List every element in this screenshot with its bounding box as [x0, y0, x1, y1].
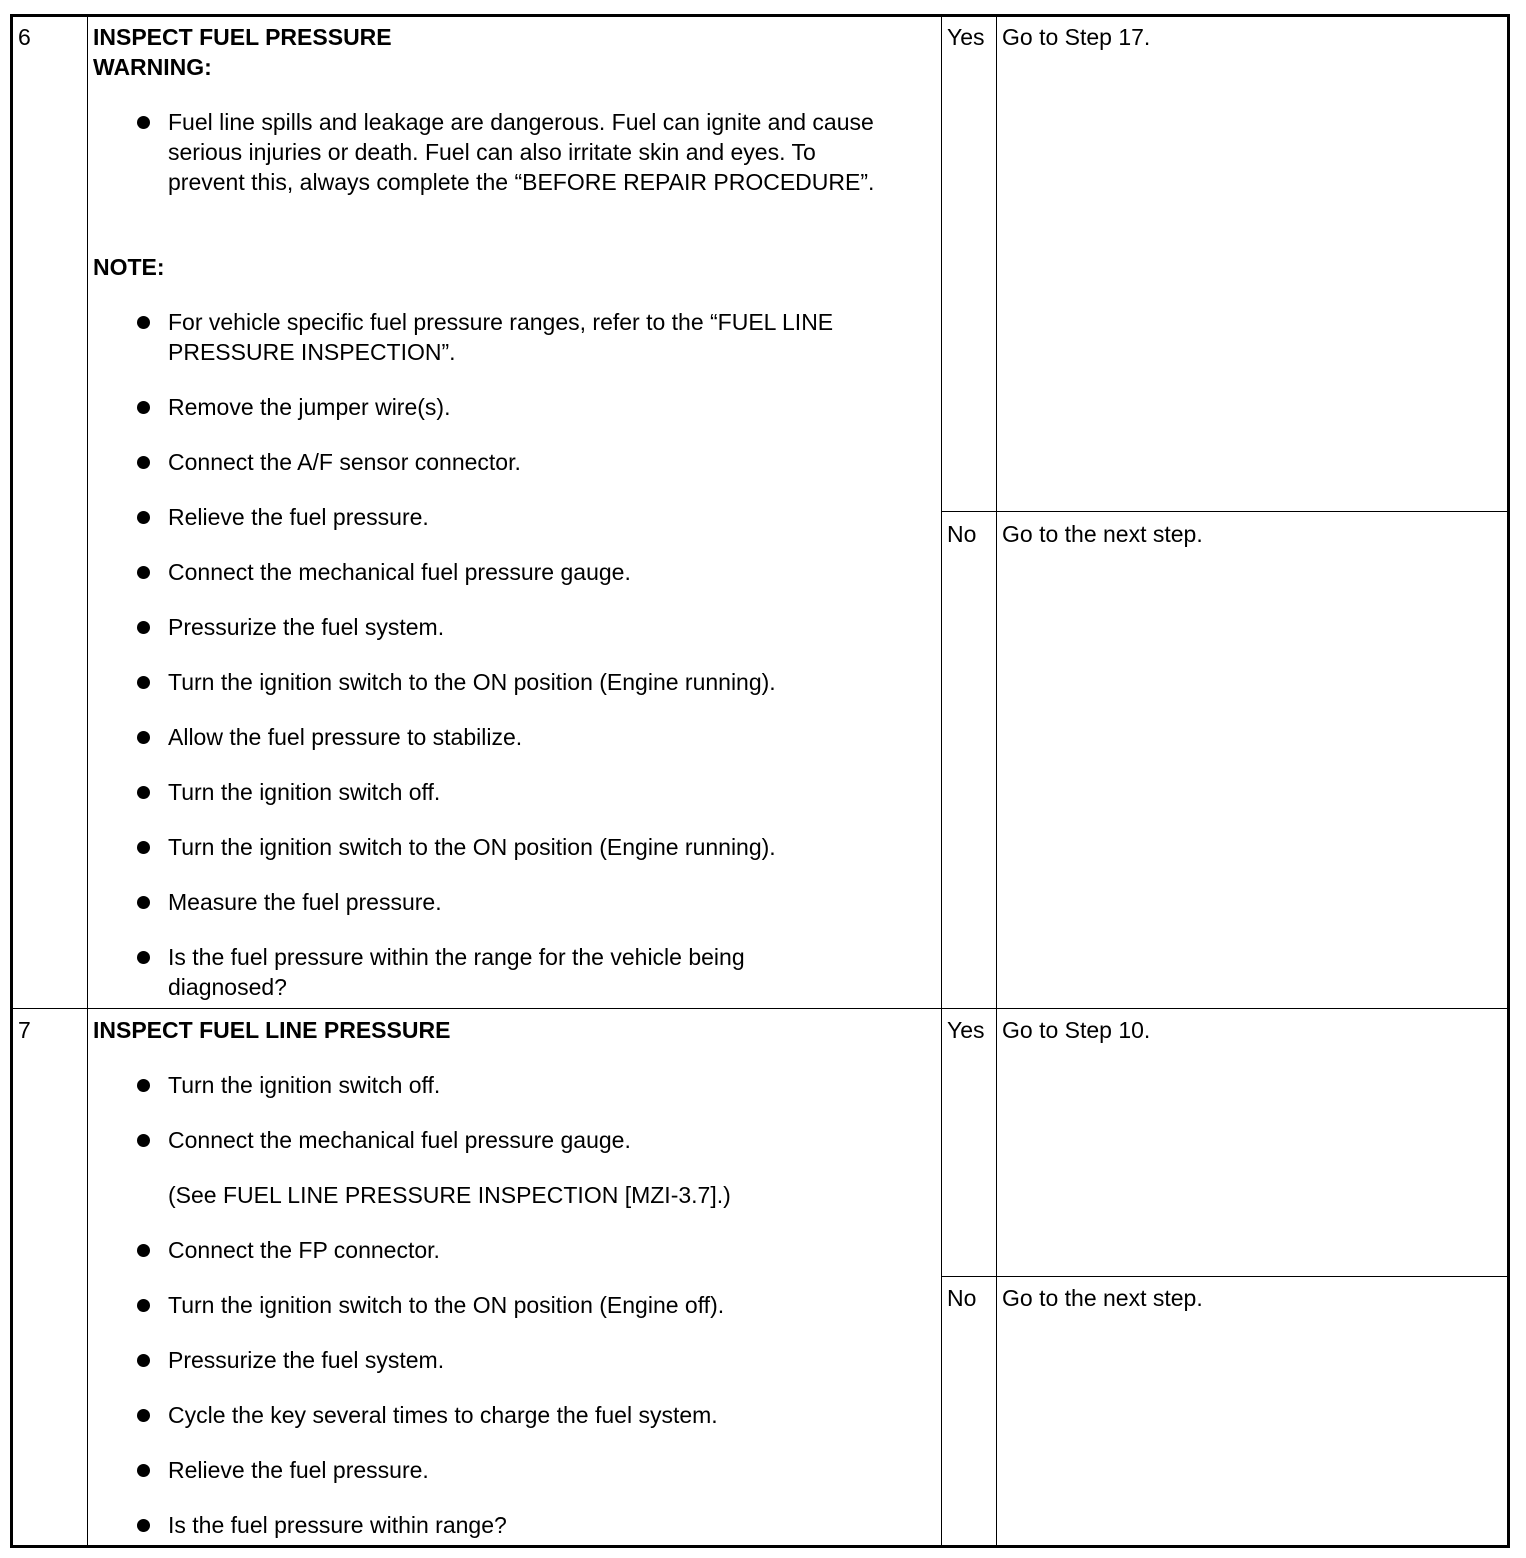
- yes-no-divider-row6: [941, 511, 1507, 512]
- list-item: Relieve the fuel pressure.: [168, 504, 429, 530]
- bullet-icon: [137, 1354, 150, 1367]
- bullet-icon: [137, 1409, 150, 1422]
- column-divider-action: [941, 17, 942, 1545]
- row-divider: [13, 1008, 1507, 1009]
- bullet-icon: [137, 566, 150, 579]
- yes-action: Go to Step 17.: [1002, 24, 1151, 50]
- list-item: Remove the jumper wire(s).: [168, 394, 451, 420]
- list-item: Turn the ignition switch to the ON position (Engine running).: [168, 834, 776, 860]
- bullet-icon: [137, 621, 150, 634]
- list-item: Turn the ignition switch to the ON position (Engine running).: [168, 669, 776, 695]
- bullet-icon: [137, 1244, 150, 1257]
- bullet-icon: [137, 896, 150, 909]
- step-title: INSPECT FUEL PRESSURE: [93, 24, 392, 50]
- column-divider-result: [996, 17, 997, 1545]
- bullet-icon: [137, 116, 150, 129]
- list-item: Pressurize the fuel system.: [168, 614, 445, 640]
- column-divider-step: [87, 17, 88, 1545]
- list-item: Connect the FP connector.: [168, 1237, 440, 1263]
- bullet-icon: [137, 456, 150, 469]
- bullet-icon: [137, 676, 150, 689]
- list-item: Turn the ignition switch off.: [168, 779, 441, 805]
- step-title: INSPECT FUEL LINE PRESSURE: [93, 1017, 451, 1043]
- no-label: No: [947, 521, 977, 547]
- reference-note: (See FUEL LINE PRESSURE INSPECTION [MZI-3.7].): [168, 1182, 731, 1208]
- no-action: Go to the next step.: [1002, 521, 1203, 547]
- list-item: Connect the A/F sensor connector.: [168, 449, 521, 475]
- list-item: Is the fuel pressure within the range for the vehicle being diagnosed?: [168, 944, 745, 1000]
- note-label: NOTE:: [93, 254, 165, 280]
- bullet-icon: [137, 1464, 150, 1477]
- list-item: Measure the fuel pressure.: [168, 889, 442, 915]
- bullet-icon: [137, 951, 150, 964]
- bullet-icon: [137, 401, 150, 414]
- list-item: Is the fuel pressure within range?: [168, 1512, 507, 1538]
- list-item: Pressurize the fuel system.: [168, 1347, 445, 1373]
- no-action: Go to the next step.: [1002, 1285, 1203, 1311]
- yes-action: Go to Step 10.: [1002, 1017, 1151, 1043]
- yes-label: Yes: [947, 1017, 985, 1043]
- bullet-icon: [137, 731, 150, 744]
- list-item: Connect the mechanical fuel pressure gauge.: [168, 559, 631, 585]
- yes-no-divider-row7: [941, 1276, 1507, 1277]
- list-item: For vehicle specific fuel pressure ranges, refer to the “FUEL LINE PRESSURE INSPECTION”.: [168, 309, 834, 365]
- step-number: 7: [18, 1017, 31, 1043]
- step-number: 6: [18, 24, 31, 50]
- bullet-icon: [137, 1519, 150, 1532]
- list-item: Turn the ignition switch off.: [168, 1072, 441, 1098]
- bullet-icon: [137, 1299, 150, 1312]
- yes-label: Yes: [947, 24, 985, 50]
- bullet-icon: [137, 786, 150, 799]
- bullet-icon: [137, 511, 150, 524]
- no-label: No: [947, 1285, 977, 1311]
- list-item: Connect the mechanical fuel pressure gauge.: [168, 1127, 631, 1153]
- bullet-icon: [137, 841, 150, 854]
- warning-text: Fuel line spills and leakage are dangerous. Fuel can ignite and cause serious injuries or death. Fuel can also irritate skin and eyes. To prevent this, always complete the “BEFORE REPAIR PROCEDURE”.: [168, 109, 875, 195]
- list-item: Allow the fuel pressure to stabilize.: [168, 724, 523, 750]
- list-item: Turn the ignition switch to the ON position (Engine off).: [168, 1292, 725, 1318]
- bullet-icon: [137, 1134, 150, 1147]
- list-item: Relieve the fuel pressure.: [168, 1457, 429, 1483]
- warning-label: WARNING:: [93, 54, 212, 80]
- bullet-icon: [137, 316, 150, 329]
- bullet-icon: [137, 1079, 150, 1092]
- list-item: Cycle the key several times to charge the fuel system.: [168, 1402, 718, 1428]
